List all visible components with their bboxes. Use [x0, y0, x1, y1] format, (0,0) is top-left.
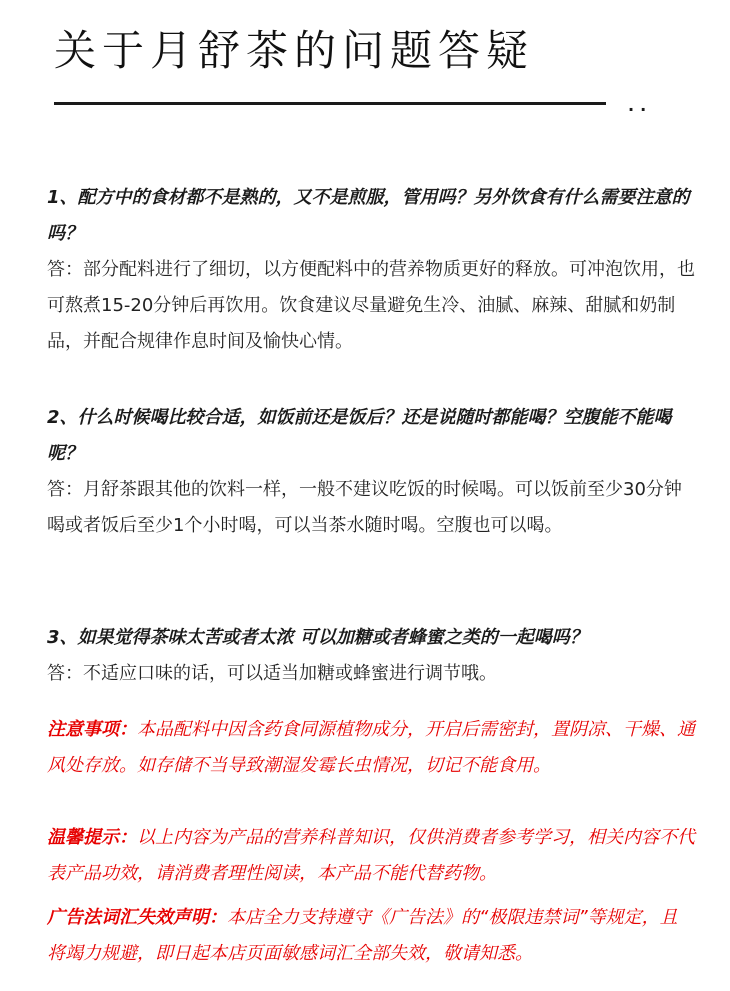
notice-storage-text: 本品配料中因含药食同源植物成分，开启后需密封，置阴凉、干燥、通风处存放。如存储不当导致潮湿发霉长虫情况，切记不能食用。 [47, 719, 695, 776]
faq-item-2 [47, 400, 695, 544]
notice-disclaimer-text: 本店全力支持遵守《广告法》的“极限违禁词”等规定，且将竭力规避，即日起本店页面敏感词汇全部失效，敬请知悉。 [47, 907, 678, 964]
notice-disclaimer [47, 900, 695, 972]
notice-disclaimer-label: 广告法词汇失效声明： [47, 907, 227, 928]
faq-answer-3: 答：不适应口味的话，可以适当加糖或蜂蜜进行调节哦。 [47, 663, 497, 684]
notice-tip [47, 820, 695, 892]
faq-question-2: 2、什么时候喝比较合适，如饭前还是饭后？还是说随时都能喝？空腹能不能喝呢？ [47, 407, 672, 464]
faq-item-1 [47, 180, 695, 360]
page-title: 关于月舒茶的问题答疑 [54, 26, 535, 75]
faq-question-3: 3、如果觉得茶味太苦或者太浓 可以加糖或者蜂蜜之类的一起喝吗？ [47, 627, 588, 648]
faq-answer-1: 答：部分配料进行了细切，以方便配料中的营养物质更好的释放。可冲泡饮用，也可熬煮15-20分钟后再饮用。饮食建议尽量避免生冷、油腻、麻辣、甜腻和奶制品，并配合规律作息时间及愉快心情。 [47, 259, 695, 352]
faq-question-1: 1、配方中的食材都不是熟的，又不是煎服，管用吗？另外饮食有什么需要注意的吗？ [47, 187, 690, 244]
divider-dots: .. [628, 96, 653, 115]
notice-storage-label: 注意事项： [47, 719, 137, 740]
title-divider [54, 102, 606, 105]
notice-tip-label: 温馨提示： [47, 827, 137, 848]
notice-storage [47, 712, 695, 784]
notice-tip-text: 以上内容为产品的营养科普知识，仅供消费者参考学习，相关内容不代表产品功效，请消费者理性阅读，本产品不能代替药物。 [47, 827, 695, 884]
faq-answer-2: 答：月舒茶跟其他的饮料一样，一般不建议吃饭的时候喝。可以饭前至少30分钟喝或者饭后至少1个小时喝，可以当茶水随时喝。空腹也可以喝。 [47, 479, 682, 536]
faq-item-3 [47, 620, 695, 692]
